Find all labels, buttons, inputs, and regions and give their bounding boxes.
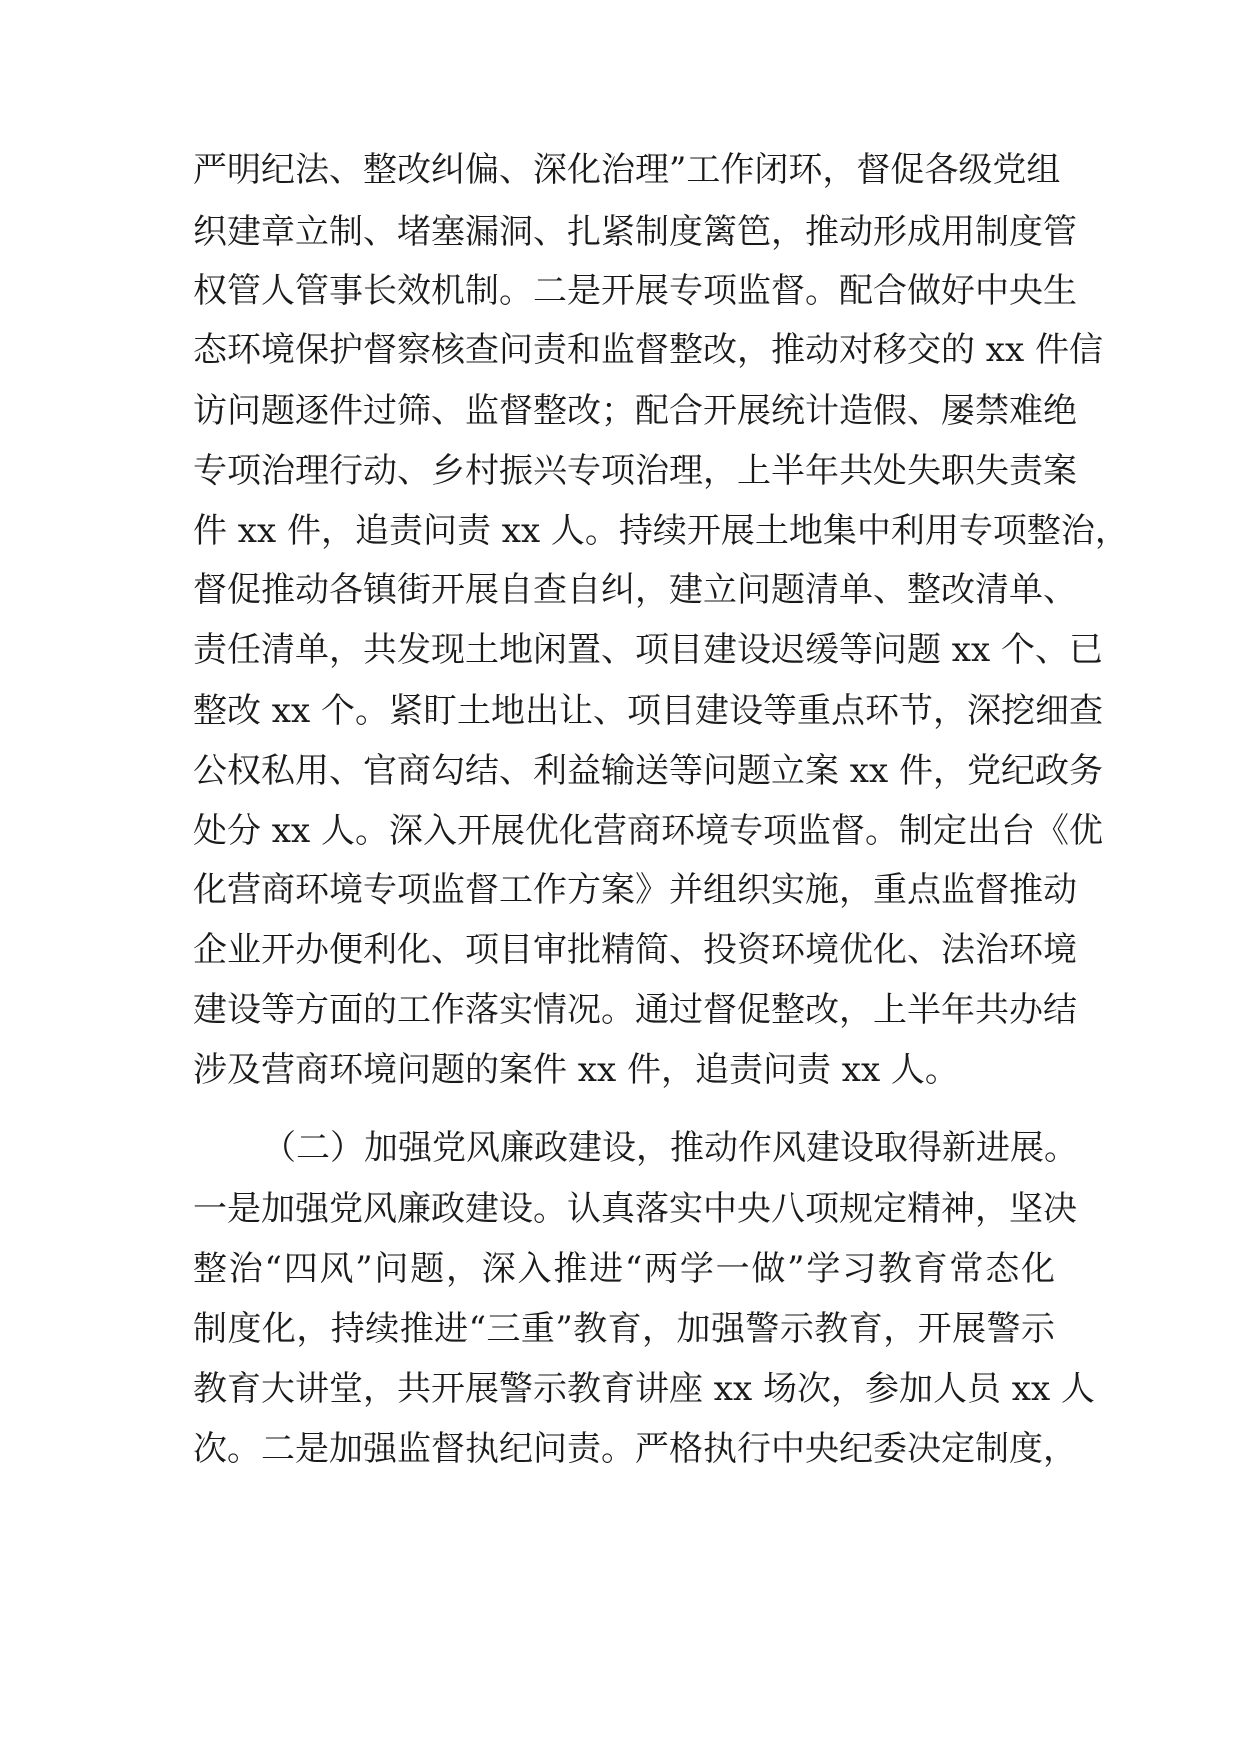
body-text-line: 责任清单，共发现土地闲置、项目建设迟缓等问题 xx 个、已 [193, 630, 1103, 670]
body-text-line: 态环境保护督察核查问责和监督整改，推动对移交的 xx 件信 [193, 330, 1103, 370]
body-text-line: 织建章立制、堵塞漏洞、扎紧制度篱笆，推动形成用制度管 [193, 212, 1077, 252]
body-text-line: 专项治理行动、乡村振兴专项治理，上半年共处失职失责案 [193, 451, 1077, 491]
body-text-line: 督促推动各镇街开展自查自纠，建立问题清单、整改清单、 [193, 570, 1077, 610]
body-text-line: 公权私用、官商勾结、利益输送等问题立案 xx 件，党纪政务 [193, 751, 1103, 791]
body-text-line: 企业开办便利化、项目审批精简、投资环境优化、法治环境 [193, 930, 1077, 970]
body-text-line: 涉及营商环境问题的案件 xx 件，追责问责 xx 人。 [193, 1050, 959, 1090]
body-text-line: 权管人管事长效机制。二是开展专项监督。配合做好中央生 [193, 271, 1077, 311]
section-heading-line: （二）加强党风廉政建设，推动作风建设取得新进展。 [262, 1128, 1078, 1168]
body-text-line: 建设等方面的工作落实情况。通过督促整改，上半年共办结 [193, 990, 1077, 1030]
body-text-line: 次。二是加强监督执纪问责。严格执行中央纪委决定制度， [193, 1429, 1077, 1469]
body-text-line: 教育大讲堂，共开展警示教育讲座 xx 场次，参加人员 xx 人 [193, 1369, 1095, 1409]
body-text-line: 整治“四风”问题，深入推进“两学一做”学习教育常态化 [193, 1249, 1055, 1289]
body-text-line: 化营商环境专项监督工作方案》并组织实施，重点监督推动 [193, 870, 1077, 910]
body-text-line: 制度化，持续推进“三重”教育，加强警示教育，开展警示 [193, 1309, 1055, 1349]
body-text-line: 件 xx 件，追责问责 xx 人。持续开展土地集中利用专项整治， [193, 511, 1129, 551]
body-text-line: 整改 xx 个。紧盯土地出让、项目建设等重点环节，深挖细查 [193, 691, 1103, 731]
body-text-line: 处分 xx 人。深入开展优化营商环境专项监督。制定出台《优 [193, 811, 1103, 851]
body-text-line: 一是加强党风廉政建设。认真落实中央八项规定精神，坚决 [193, 1189, 1077, 1229]
body-text-line: 访问题逐件过筛、监督整改；配合开展统计造假、屡禁难绝 [193, 391, 1077, 431]
body-text-line: 严明纪法、整改纠偏、深化治理”工作闭环，督促各级党组 [193, 150, 1061, 190]
